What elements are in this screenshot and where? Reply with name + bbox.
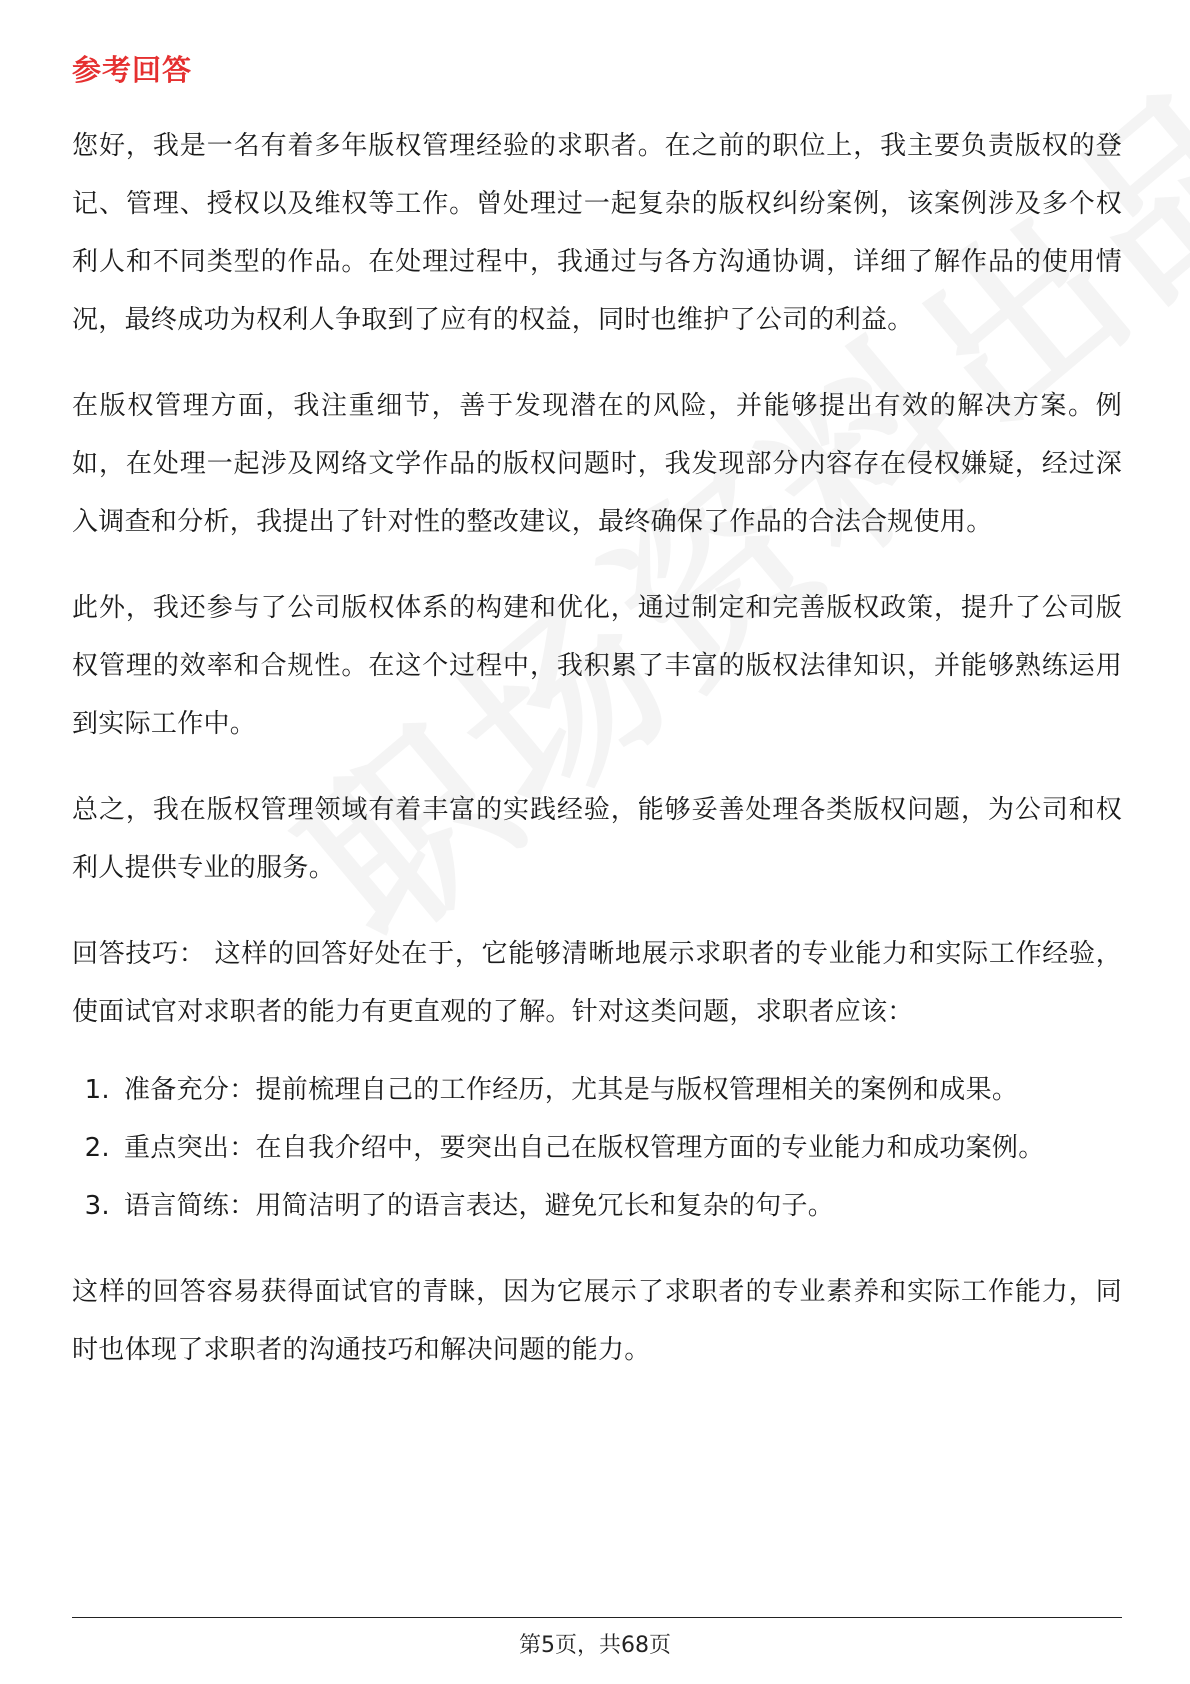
list-item-text: 准备充分：提前梳理自己的工作经历，尤其是与版权管理相关的案例和成果。 [124, 1075, 1019, 1105]
section-title: 参考回答 [72, 53, 193, 87]
answer-content [72, 117, 1122, 1407]
paragraph-system: 此外，我还参与了公司版权体系的构建和优化，通过制定和完善版权政策，提升了公司版权管理的效率和合规性。在这个过程中，我积累了丰富的版权法律知识，并能够熟练运用到实际工作中。 [72, 593, 1122, 739]
page [72, 0, 1122, 1684]
list-item-text: 重点突出：在自我介绍中，要突出自己在版权管理方面的专业能力和成功案例。 [124, 1133, 1045, 1163]
list-item-number: 3. [84, 1191, 110, 1221]
paragraph-closing: 这样的回答容易获得面试官的青睐，因为它展示了求职者的专业素养和实际工作能力，同时也体现了求职者的沟通技巧和解决问题的能力。 [72, 1277, 1122, 1365]
list-item-number: 1. [84, 1075, 110, 1105]
paragraph-intro: 您好，我是一名有着多年版权管理经验的求职者。在之前的职位上，我主要负责版权的登记、管理、授权以及维权等工作。曾处理过一起复杂的版权纠纷案例，该案例涉及多个权利人和不同类型的作品。在处理过程中，我通过与各方沟通协调，详细了解作品的使用情况，最终成功为权利人争取到了应有的权益，同时也维护了公司的利益。 [72, 131, 1122, 335]
page-number: 第5页，共68页 [519, 1633, 671, 1658]
tips-list [72, 1061, 1122, 1235]
paragraph-tips: 回答技巧： 这样的回答好处在于，它能够清晰地展示求职者的专业能力和实际工作经验，使面试官对求职者的能力有更直观的了解。针对这类问题，求职者应该： [72, 939, 1122, 1027]
footer-divider [72, 1617, 1122, 1618]
list-item-number: 2. [84, 1133, 110, 1163]
paragraph-summary: 总之，我在版权管理领域有着丰富的实践经验，能够妥善处理各类版权问题，为公司和权利人提供专业的服务。 [72, 795, 1122, 883]
list-item [72, 1061, 1122, 1119]
list-item-text: 语言简练：用简洁明了的语言表达，避免冗长和复杂的句子。 [124, 1191, 835, 1221]
paragraph-detail: 在版权管理方面，我注重细节，善于发现潜在的风险，并能够提出有效的解决方案。例如，在处理一起涉及网络文学作品的版权问题时，我发现部分内容存在侵权嫌疑，经过深入调查和分析，我提出了针对性的整改建议，最终确保了作品的合法合规使用。 [72, 391, 1122, 537]
list-item [72, 1119, 1122, 1177]
list-item [72, 1177, 1122, 1235]
